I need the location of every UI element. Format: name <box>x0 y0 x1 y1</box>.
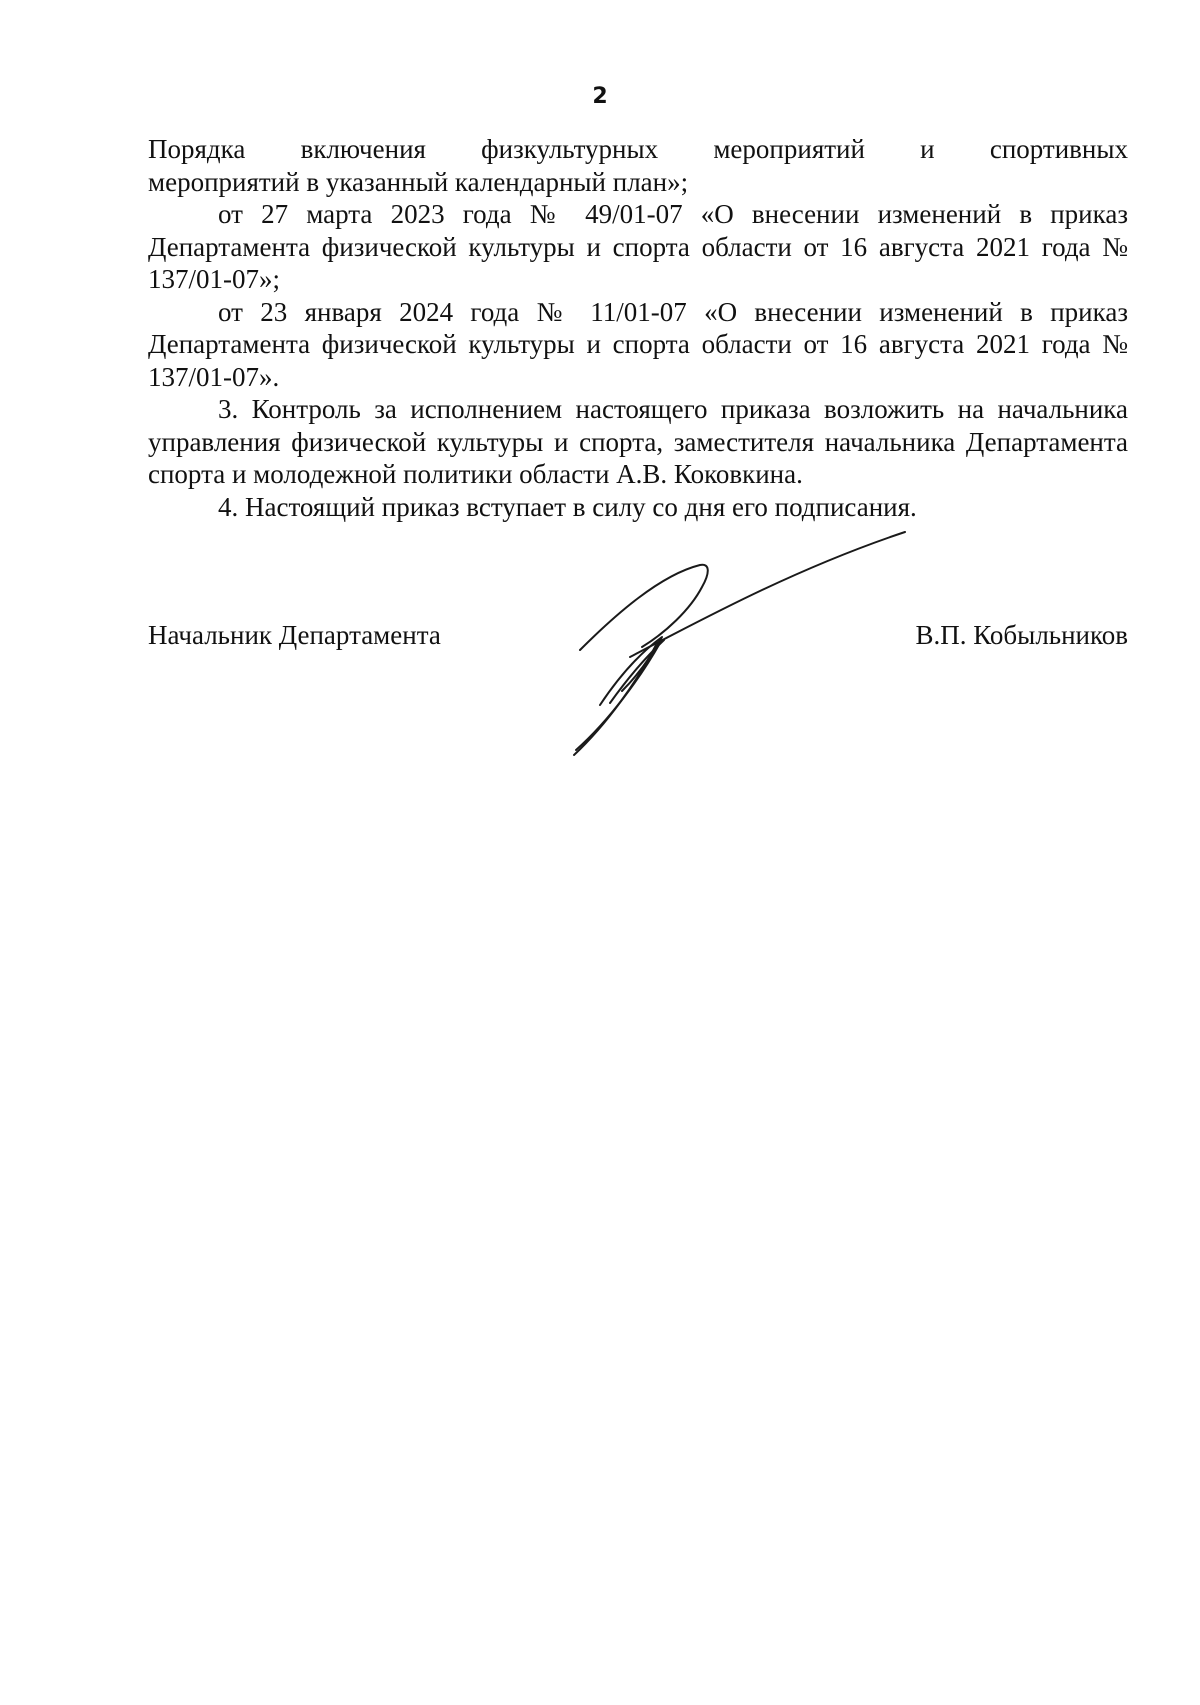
handwritten-signature <box>560 515 950 765</box>
page-number: 2 <box>592 84 608 109</box>
paragraph-line: мероприятий в указанный календарный план»; <box>148 166 689 197</box>
paragraph-item-4: 4. Настоящий приказ вступает в силу со дня его подписания. <box>218 491 917 522</box>
paragraph-continuation <box>148 133 1128 198</box>
paragraph-order-2024: от 23 января 2024 года № 11/01-07 «О внесении изменений в приказ Департамента физической культуры и спорта области от 16 августа 2021 года № 137/01-07». <box>148 296 1128 392</box>
paragraph-order-2023: от 27 марта 2023 года № 49/01-07 «О внесении изменений в приказ Департамента физической культуры и спорта области от 16 августа 2021 года № 137/01-07»; <box>148 199 1128 294</box>
paragraph-item-3: 3. Контроль за исполнением настоящего приказа возложить на начальника управления физической культуры и спорта, заместителя начальника Департамента спорта и молодежной политики области А.В. Коковкина. <box>148 394 1128 489</box>
document-body <box>148 133 1128 523</box>
paragraph-line: Порядка включения физкультурных мероприятий и спортивных <box>148 134 1128 164</box>
signatory-title: Начальник Департамента <box>148 620 441 650</box>
signatory-name: В.П. Кобыльников <box>915 620 1128 650</box>
